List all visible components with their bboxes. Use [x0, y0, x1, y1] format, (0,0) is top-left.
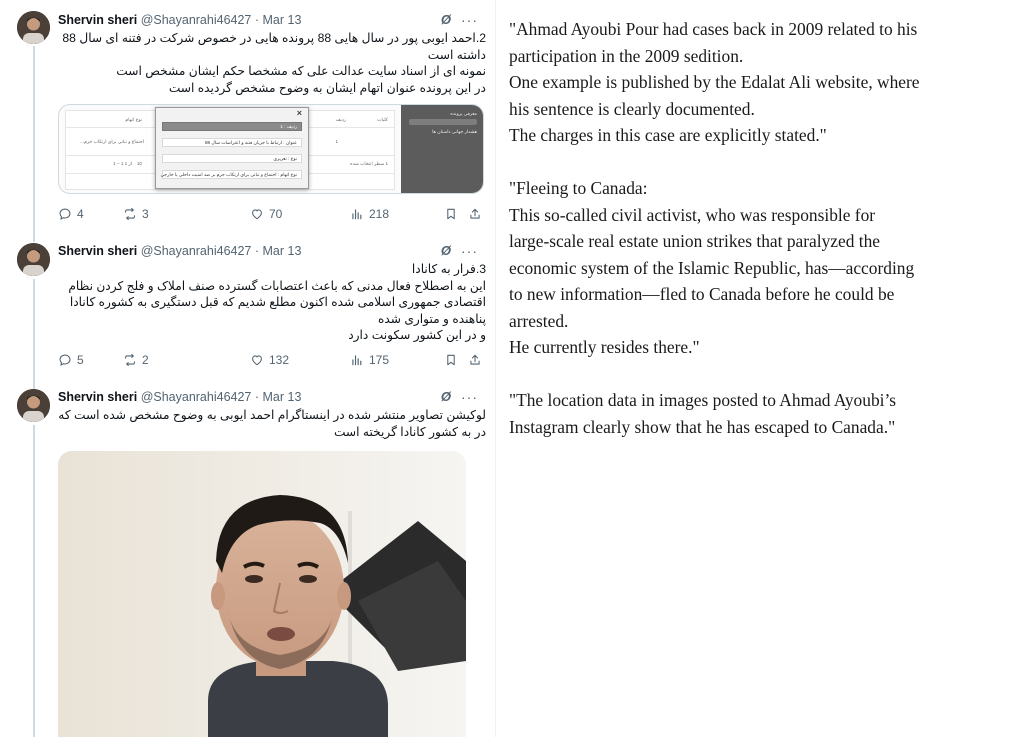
tweet-text-line: اقتصادی جمهوری اسلامی شده اکنون مطلع شدیم که قبل دستگیری به کشوره کانادا [69, 295, 486, 309]
tweet-date[interactable]: Mar 13 [262, 390, 302, 404]
repost-icon [123, 353, 137, 367]
tweet-1[interactable] [0, 0, 496, 235]
bookmark-button[interactable] [444, 353, 458, 367]
close-icon: × [296, 108, 302, 118]
thread-connector-line [33, 235, 35, 242]
tweet-header [58, 11, 486, 29]
author-handle[interactable]: @Shayanrahi46427 [140, 244, 252, 258]
tweet-text-line: در به کشور کانادا گریخته است [333, 424, 486, 439]
reply-count: 4 [77, 207, 84, 221]
tweet-header [58, 388, 486, 406]
table-page-size: 10 [136, 161, 142, 166]
table-pagination: 1 – 1 از 1 [113, 161, 132, 166]
tweet-text-line: در این پرونده عنوان اتهام ایشان به وضوح مشخص گردیده است [168, 80, 486, 95]
heart-icon [250, 207, 264, 221]
screenshot-sidebar-highlight [409, 119, 477, 125]
tweet-header [58, 242, 486, 260]
grok-icon[interactable]: Ø [440, 389, 451, 404]
repost-count: 3 [142, 207, 149, 221]
separator-dot: · [254, 390, 260, 404]
tweet-text [58, 261, 486, 344]
photo-illustration [58, 451, 466, 737]
modal-row-text: نوع : تعزیری [273, 156, 297, 161]
tweet-text [58, 30, 486, 96]
screenshot-sidebar-item: هشدار جهانی داستان ها [432, 129, 477, 134]
reply-button[interactable] [58, 207, 84, 221]
author-handle[interactable]: @Shayanrahi46427 [140, 13, 252, 27]
views-button[interactable] [350, 353, 389, 367]
reply-count: 5 [77, 353, 84, 367]
bookmark-icon [444, 353, 458, 367]
tweet-actions [58, 353, 486, 371]
modal-row [162, 154, 302, 163]
bookmark-icon [444, 207, 458, 221]
modal-row-text: ردیف : 1 [280, 124, 297, 129]
like-button[interactable] [250, 353, 289, 367]
tweet-text-line: 3.فرار به کانادا [411, 262, 486, 276]
translation-line: He currently resides there." [509, 337, 700, 357]
grok-icon[interactable]: Ø [440, 243, 451, 258]
translation-line: "Ahmad Ayoubi Pour had cases back in 2009 related to his [509, 19, 918, 39]
table-cell: 1 [335, 139, 338, 144]
repost-button[interactable] [123, 207, 149, 221]
like-button[interactable] [250, 207, 282, 221]
author-name[interactable]: Shervin sheri [58, 390, 138, 404]
tweet-actions [58, 207, 486, 225]
tweet-text-line: این به اصطلاح فعال مدنی که باعث اعتصابات گسترده صنف املاک و فلج کردن نظام [68, 278, 486, 293]
table-header: ردیف [335, 117, 346, 122]
translation-line: The charges in this case are explicitly stated." [509, 125, 827, 145]
modal-row-text: نوع اتهام : اجتماع و تبانی برای ارتکاب جرم بر ضد امنیت داخلی یا خارجی [160, 172, 297, 177]
table-selection-count: 1 سطر انتخاب شده [350, 161, 388, 166]
table-header: کلیات [377, 117, 388, 122]
modal-row [162, 122, 302, 131]
avatar[interactable] [17, 389, 50, 422]
modal-row [162, 138, 302, 147]
modal-row-text: عنوان : ارتباط با جریان فتنه و اعتراضات سال 88 [204, 140, 297, 145]
translation-line: participation in the 2009 sedition. [509, 45, 744, 66]
translation-line: arrested. [509, 310, 569, 331]
author-name[interactable]: Shervin sheri [58, 13, 138, 27]
translation-line: This so-called civil activist, who was responsible for [509, 204, 876, 225]
thread-connector-line [33, 425, 35, 737]
tweet-text-line: 2.احمد ایوبی پور در سال هایی 88 پرونده هایی در خصوص شرکت در فتنه ای سال 88 [62, 31, 486, 45]
translation-block-2 [509, 175, 1021, 361]
thread-connector-line [33, 279, 35, 383]
bookmark-button[interactable] [444, 207, 458, 221]
author-name[interactable]: Shervin sheri [58, 244, 138, 258]
views-icon [350, 207, 364, 221]
table-cell: اجتماع و تبانی برای ارتکاب جرم... [80, 139, 144, 144]
reply-button[interactable] [58, 353, 84, 367]
tweet-text-line: لوکیشن تصاویر منتشر شده در اینستاگرام احمد ایوبی به وضوح مشخص شده است که [58, 408, 486, 422]
tweet-text-line: داشته است [427, 47, 486, 62]
repost-count: 2 [142, 353, 149, 367]
translation-line: his sentence is clearly documented. [509, 98, 755, 119]
like-count: 70 [269, 207, 283, 221]
translation-line: "The location data in images posted to Ahmad Ayoubi’s [509, 390, 897, 410]
translation-block-3 [509, 387, 1021, 440]
reply-icon [58, 207, 72, 221]
views-button[interactable] [350, 207, 389, 221]
separator-dot: · [254, 13, 260, 27]
tweet-thread [0, 0, 496, 737]
grok-icon[interactable]: Ø [440, 12, 451, 27]
thread-connector-line [33, 46, 35, 235]
tweet-text-line: نمونه ای از اسناد سایت عدالت علی که مشخصا حکم ایشان مشخص است [116, 64, 486, 78]
reply-icon [58, 353, 72, 367]
tweet-text [58, 407, 486, 440]
attached-photo[interactable] [58, 451, 466, 737]
share-button[interactable] [468, 353, 482, 367]
screenshot-sidebar [401, 105, 483, 194]
repost-icon [123, 207, 137, 221]
avatar[interactable] [17, 11, 50, 44]
translation-block-1 [509, 16, 1021, 149]
attached-screenshot-card[interactable] [58, 104, 484, 194]
share-icon [468, 207, 482, 221]
heart-icon [250, 353, 264, 367]
more-options-icon[interactable]: ··· [461, 12, 478, 28]
tweet-date[interactable]: Mar 13 [262, 244, 302, 258]
translation-line: economic system of the Islamic Republic, has—according [509, 257, 915, 278]
table-header: نوع اتهام [125, 117, 142, 122]
tweet-2[interactable] [0, 235, 496, 383]
english-translation-panel [509, 16, 1021, 467]
separator-dot: · [254, 244, 260, 258]
translation-line: One example is published by the Edalat Ali website, where [509, 72, 920, 92]
translation-line: Instagram clearly show that he has escaped to Canada." [509, 416, 896, 437]
tweet-date[interactable]: Mar 13 [262, 13, 302, 27]
translation-line: to new information—fled to Canada before he could be [509, 284, 895, 304]
screenshot-detail-modal [155, 107, 309, 189]
translation-line: large-scale real estate union strikes that paralyzed the [509, 231, 880, 251]
tweet-text-line: و در این کشور سکونت دارد [348, 328, 486, 342]
views-icon [350, 353, 364, 367]
repost-button[interactable] [123, 353, 149, 367]
translation-line: "Fleeing to Canada: [509, 178, 648, 198]
author-handle[interactable]: @Shayanrahi46427 [140, 390, 252, 404]
more-options-icon[interactable]: ··· [461, 243, 478, 259]
tweet-text-line: پناهنده و متواری شده [377, 311, 486, 326]
modal-row [162, 170, 302, 179]
views-count: 175 [369, 353, 390, 367]
views-count: 218 [369, 207, 390, 221]
screenshot-sidebar-item: معرفی پرونده [450, 111, 477, 116]
share-button[interactable] [468, 207, 482, 221]
share-icon [468, 353, 482, 367]
like-count: 132 [269, 353, 290, 367]
tweet-3[interactable] [0, 383, 496, 737]
avatar[interactable] [17, 243, 50, 276]
more-options-icon[interactable]: ··· [461, 389, 478, 405]
